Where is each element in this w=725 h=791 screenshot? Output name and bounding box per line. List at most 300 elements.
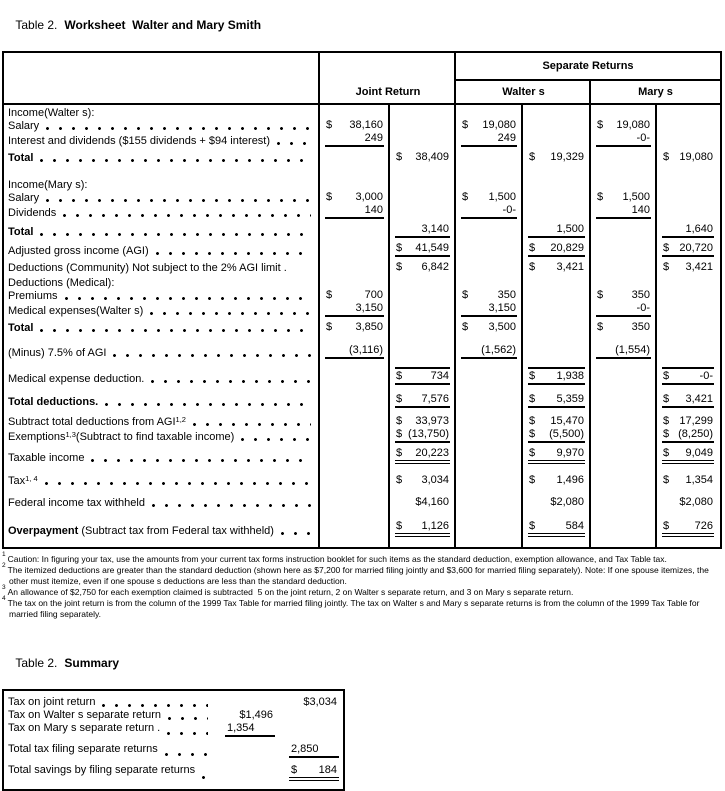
dot-leader (202, 776, 208, 779)
amount-cell-j1 (320, 289, 390, 302)
row-label (4, 497, 320, 509)
amount-value: 3,421 (556, 261, 584, 273)
amount-cell-j2 (390, 367, 456, 385)
row-label: Tax $^{1, 4}$ (4, 475, 320, 487)
dollar-sign: $ (396, 415, 403, 427)
summary-row (8, 743, 339, 758)
row-label-text: Tax (8, 475, 26, 487)
amount-cell-m2 (657, 242, 720, 257)
amount-cell-j2 (390, 242, 456, 257)
summary-col-right (275, 696, 339, 709)
dollar-sign: $ (396, 151, 403, 163)
amount-value: 19,329 (550, 151, 584, 163)
amount-cell-w1 (456, 289, 523, 302)
footnote-number: 2 (2, 561, 6, 569)
amount (662, 520, 714, 537)
dollar-sign: $ (663, 242, 670, 254)
row-label-bold: Overpayment (8, 525, 79, 537)
amount (325, 289, 384, 302)
worksheet-row (4, 428, 720, 443)
amount-value: 1,126 (421, 520, 449, 532)
amount (662, 151, 714, 164)
amount-value: 584 (565, 520, 584, 532)
dollar-sign: $ (396, 242, 403, 254)
amount-value: 350 (631, 289, 650, 301)
dollar-sign: $ (597, 289, 604, 301)
footnote-text: An allowance of $2,750 for each exemption claimed is subtracted 5 on the joint return, 2 on Walter s separate return, and 3 on Mary s separate return. (7, 587, 574, 597)
row-label (4, 290, 320, 302)
amount-cell-m2 (657, 496, 720, 509)
row-label-bold: Total (8, 152, 34, 164)
amount-cell-j1 (320, 191, 390, 204)
amount-value: 9,049 (685, 447, 713, 459)
row-label (4, 322, 320, 334)
dollar-sign: $ (529, 261, 536, 273)
amount-cell-w1 (456, 302, 523, 317)
amount (662, 393, 714, 408)
amount-value: 3,000 (355, 191, 383, 203)
amount-cell-j1 (320, 321, 390, 334)
worksheet-row (4, 276, 720, 289)
worksheet-row (4, 302, 720, 317)
summary-col-right (275, 743, 339, 758)
amount (662, 428, 714, 443)
amount-value: 20,829 (550, 242, 584, 254)
amount (395, 242, 450, 257)
row-label (4, 207, 320, 219)
amount (528, 261, 585, 274)
dollar-sign: $ (663, 370, 670, 382)
row-label-text: Subtract total deductions from AGI (8, 416, 176, 428)
dot-leader (168, 717, 208, 720)
row-label (4, 226, 320, 238)
amount (596, 204, 651, 219)
amount (325, 344, 384, 359)
worksheet-row (4, 447, 720, 464)
dollar-sign: $ (529, 520, 536, 532)
amount (325, 321, 384, 334)
amount-cell-m1 (591, 132, 657, 147)
amount-cell-w2 (523, 428, 591, 443)
worksheet-row (4, 223, 720, 238)
worksheet-row (4, 204, 720, 219)
amount (225, 722, 275, 737)
amount-cell-j1 (320, 119, 390, 132)
amount-value: (3,116) (348, 344, 383, 356)
amount-value: (13,750) (408, 428, 449, 440)
worksheet-title-text: Worksheet Walter and Mary Smith (64, 18, 262, 32)
summary-col-right (275, 764, 339, 781)
table-divider (388, 105, 390, 547)
amount-value: 19,080 (679, 151, 713, 163)
amount-cell-j2 (390, 393, 456, 408)
row-label-text: (Subtract tax from Federal tax withheld) (78, 525, 274, 537)
amount (289, 743, 339, 758)
row-label-text: Federal income tax withheld (8, 497, 145, 509)
dollar-sign: $ (326, 321, 333, 333)
amount-value: 3,150 (488, 302, 516, 314)
worksheet-row (4, 393, 720, 408)
dollar-sign: $ (326, 289, 333, 301)
row-label-bold: Total deductions. (8, 396, 99, 408)
dollar-sign: $ (396, 393, 403, 405)
row-label (4, 347, 320, 359)
dollar-sign: $ (396, 474, 403, 486)
amount-cell-j2 (390, 474, 456, 487)
amount-value: 1,354 (227, 722, 255, 734)
row-label-text: Interest and dividends ($155 dividends + $94 interest) (8, 135, 271, 147)
footnote-text: The tax on the joint return is from the column of the 1999 Tax Table for married filing jointly. The tax on Walter s and Mary s separate returns is from the column of the 1999 Tax Table for married filing separately. (7, 598, 702, 619)
amount (528, 242, 585, 257)
amount (596, 132, 651, 147)
amount-cell-w2 (523, 261, 591, 274)
dollar-sign: $ (529, 428, 536, 440)
dollar-sign: $ (396, 261, 403, 273)
worksheet-row (4, 119, 720, 132)
amount (395, 393, 450, 408)
amount (461, 289, 517, 302)
footnote (2, 583, 720, 598)
amount-cell-j2 (390, 415, 456, 428)
column-header-joint-return: Joint Return (355, 86, 421, 98)
amount-value: 33,973 (415, 415, 449, 427)
row-label (4, 373, 320, 385)
amount-value: $2,080 (550, 496, 584, 508)
amount-value: -0- (636, 132, 650, 144)
amount-value: (1,554) (615, 344, 650, 356)
row-label (4, 396, 320, 408)
dot-leader (281, 532, 311, 535)
row-label-text: Dividends (8, 207, 57, 219)
amount-cell-w2 (523, 242, 591, 257)
amount-value: $1,496 (239, 709, 273, 721)
amount-cell-m2 (657, 393, 720, 408)
amount-value: 15,470 (550, 415, 584, 427)
amount (395, 261, 450, 274)
amount (461, 119, 517, 132)
row-label-text: Medical expense deduction. (8, 373, 145, 385)
amount-value: $2,080 (679, 496, 713, 508)
dollar-sign: $ (663, 428, 670, 440)
amount-cell-j2 (390, 223, 456, 238)
dot-leader (40, 159, 311, 162)
worksheet-row (4, 178, 720, 191)
column-header-walters: Walter s (502, 86, 545, 98)
amount-cell-w1 (456, 204, 523, 219)
dot-leader (277, 142, 311, 145)
footnote-number: 1 (2, 550, 6, 558)
amount-cell-j2 (390, 261, 456, 274)
amount-value: 19,080 (616, 119, 650, 131)
amount-value: 1,354 (685, 474, 713, 486)
amount (596, 321, 651, 334)
footnote-number: 3 (2, 583, 6, 591)
worksheet-title (0, 0, 725, 51)
amount-cell-m1 (591, 344, 657, 359)
dollar-sign: $ (529, 151, 536, 163)
worksheet-row (4, 321, 720, 334)
worksheet-row (4, 106, 720, 119)
amount-cell-m2 (657, 447, 720, 464)
amount-value: 726 (694, 520, 713, 532)
amount (662, 367, 714, 385)
amount-cell-m2 (657, 520, 720, 537)
table-divider (4, 103, 720, 105)
amount-value: 3,421 (685, 393, 713, 405)
amount (528, 496, 585, 509)
dollar-sign: $ (396, 370, 403, 382)
amount (325, 302, 384, 317)
dollar-sign: $ (529, 474, 536, 486)
amount-value: 41,549 (415, 242, 449, 254)
amount (395, 367, 450, 385)
amount (528, 367, 585, 385)
amount-value: 1,500 (488, 191, 516, 203)
row-label-text: Salary (8, 192, 40, 204)
dollar-sign: $ (663, 151, 670, 163)
summary-row-label: Total savings by filing separate returns (8, 764, 196, 776)
amount-value: 140 (364, 204, 383, 216)
amount-value: 140 (631, 204, 650, 216)
dollar-sign: $ (529, 242, 536, 254)
amount-cell-m1 (591, 191, 657, 204)
row-label-text: Exemptions (8, 431, 66, 443)
amount-cell-w1 (456, 321, 523, 334)
row-label-text: Deductions (Medical): (8, 277, 115, 289)
amount (395, 415, 450, 428)
row-label-text: Income(Mary s): (8, 179, 88, 191)
amount-value: 1,500 (622, 191, 650, 203)
dollar-sign: $ (529, 393, 536, 405)
amount (395, 151, 450, 164)
amount (325, 191, 384, 204)
worksheet-row (4, 261, 720, 274)
row-label-text: Taxable income (8, 452, 85, 464)
row-label-text: Medical expenses(Walter s) (8, 305, 144, 317)
dot-leader (45, 482, 311, 485)
amount-cell-m2 (657, 428, 720, 443)
row-label (4, 245, 320, 257)
amount-cell-w2 (523, 447, 591, 464)
row-label-bold: Total (8, 322, 34, 334)
amount-cell-m1 (591, 204, 657, 219)
worksheet-row (4, 289, 720, 302)
amount-cell-m2 (657, 151, 720, 164)
amount-value: (5,500) (549, 428, 584, 440)
amount (395, 474, 450, 487)
worksheet-body (4, 103, 720, 547)
amount-cell-m1 (591, 321, 657, 334)
amount-cell-w2 (523, 393, 591, 408)
worksheet-header (4, 53, 720, 103)
amount-cell-m2 (657, 223, 720, 238)
amount (461, 204, 517, 219)
amount-value: 1,938 (556, 370, 584, 382)
amount (325, 119, 384, 132)
row-label (4, 152, 320, 164)
summary-row (8, 696, 339, 709)
dollar-sign: $ (597, 119, 604, 131)
amount-value: 249 (497, 132, 516, 144)
summary-row-label: Tax on Mary s separate return . (8, 722, 161, 734)
footnote (2, 561, 720, 587)
table-divider (318, 53, 320, 547)
amount-cell-m2 (657, 415, 720, 428)
row-label-text: Premiums (8, 290, 58, 302)
amount-cell-j1 (320, 204, 390, 219)
dot-leader (193, 423, 311, 426)
footnote (2, 594, 720, 620)
dot-leader (63, 214, 311, 217)
dot-leader (40, 329, 311, 332)
row-label (4, 305, 320, 317)
row-label (4, 135, 320, 147)
amount-value: 38,409 (415, 151, 449, 163)
amount-value: 184 (318, 764, 337, 776)
amount-value: (8,250) (678, 428, 713, 440)
row-label-text: (Subtract to find taxable income) (75, 431, 235, 443)
amount-value: 249 (364, 132, 383, 144)
table-divider (655, 105, 657, 547)
worksheet-table (2, 51, 722, 549)
dollar-sign: $ (663, 520, 670, 532)
summary-col-middle (217, 709, 275, 722)
amount (596, 191, 651, 204)
row-label (4, 525, 320, 537)
dot-leader (46, 127, 311, 130)
dollar-sign: $ (462, 321, 469, 333)
amount-value: 3,150 (355, 302, 383, 314)
worksheet-row (4, 415, 720, 428)
row-label: Exemptions $^{1,3}$ (Subtract to find taxable income) (4, 431, 320, 443)
dollar-sign: $ (396, 428, 403, 440)
worksheet-row (4, 242, 720, 257)
amount-value: 3,421 (685, 261, 713, 273)
amount (596, 119, 651, 132)
dot-leader (102, 704, 208, 707)
amount-value: 17,299 (679, 415, 713, 427)
amount-cell-w2 (523, 223, 591, 238)
dollar-sign: $ (462, 119, 469, 131)
amount-cell-j2 (390, 428, 456, 443)
row-label-text: (Minus) 7.5% of AGI (8, 347, 107, 359)
summary-row-label: Tax on joint return (8, 696, 96, 708)
amount (528, 520, 585, 537)
dot-leader (91, 459, 311, 462)
dollar-sign: $ (396, 520, 403, 532)
amount (325, 204, 384, 219)
amount (395, 223, 450, 238)
footnotes (2, 550, 720, 620)
amount-value: 38,160 (349, 119, 383, 131)
row-label (4, 107, 320, 119)
amount-value: 3,140 (421, 223, 449, 235)
dollar-sign: $ (529, 447, 536, 459)
worksheet-row (4, 191, 720, 204)
amount-value: 20,720 (679, 242, 713, 254)
amount-cell-m1 (591, 302, 657, 317)
amount-cell-m2 (657, 474, 720, 487)
row-label (4, 192, 320, 204)
dollar-sign: $ (462, 191, 469, 203)
header-blank-cell (4, 53, 320, 103)
row-label (4, 262, 320, 274)
dollar-sign: $ (462, 289, 469, 301)
amount-value: -0- (699, 370, 713, 382)
summary-col-middle (217, 722, 275, 737)
amount-value: 734 (430, 370, 449, 382)
dollar-sign: $ (291, 764, 298, 776)
amount (662, 415, 714, 428)
amount-value: 3,034 (421, 474, 449, 486)
summary-row-label: Total tax filing separate returns (8, 743, 158, 755)
dollar-sign: $ (396, 447, 403, 459)
amount-cell-j2 (390, 496, 456, 509)
dollar-sign: $ (663, 474, 670, 486)
amount-cell-m2 (657, 367, 720, 385)
summary-title (0, 638, 725, 689)
amount (325, 132, 384, 147)
dot-leader (46, 199, 311, 202)
dollar-sign: $ (663, 447, 670, 459)
amount (662, 447, 714, 464)
summary-row (8, 709, 339, 722)
amount (662, 496, 714, 509)
amount-value: 5,359 (556, 393, 584, 405)
amount-value: 1,640 (685, 223, 713, 235)
table-divider (589, 79, 591, 547)
table-divider (521, 105, 523, 547)
column-header-separate-returns: Separate Returns (542, 60, 634, 72)
amount (461, 132, 517, 147)
amount-value: $3,034 (303, 696, 337, 708)
dollar-sign: $ (663, 261, 670, 273)
worksheet-row (4, 151, 720, 164)
amount (461, 191, 517, 204)
amount (596, 302, 651, 317)
amount-cell-w1 (456, 191, 523, 204)
amount-cell-m1 (591, 289, 657, 302)
row-label-text: Deductions (Community) Not subject to the 2% AGI limit . (8, 262, 287, 274)
amount-cell-j1 (320, 132, 390, 147)
summary-row-label: Tax on Walter s separate return (8, 709, 162, 721)
amount-value: 3,500 (488, 321, 516, 333)
amount-cell-j2 (390, 520, 456, 537)
worksheet-row (4, 520, 720, 537)
dollar-sign: $ (529, 370, 536, 382)
footnote (2, 550, 720, 565)
amount-value: 7,576 (421, 393, 449, 405)
footnote-text: Caution: In figuring your tax, use the amounts from your current tax forms instruction booklet for such items as the standard deduction, exemption allowance, and Tax Table tax. (7, 554, 667, 564)
amount-cell-w2 (523, 496, 591, 509)
dot-leader (167, 732, 208, 735)
amount-cell-j2 (390, 447, 456, 464)
amount-cell-w2 (523, 367, 591, 385)
amount-value: 1,496 (556, 474, 584, 486)
amount (596, 289, 651, 302)
amount (528, 428, 585, 443)
summary-table (2, 689, 345, 791)
amount-cell-j1 (320, 344, 390, 359)
amount (596, 344, 651, 359)
amount (528, 393, 585, 408)
dollar-sign: $ (326, 119, 333, 131)
dot-leader (151, 380, 311, 383)
amount (528, 415, 585, 428)
row-label-bold: Total (8, 226, 34, 238)
worksheet-row (4, 367, 720, 385)
row-label-text: Salary (8, 120, 40, 132)
